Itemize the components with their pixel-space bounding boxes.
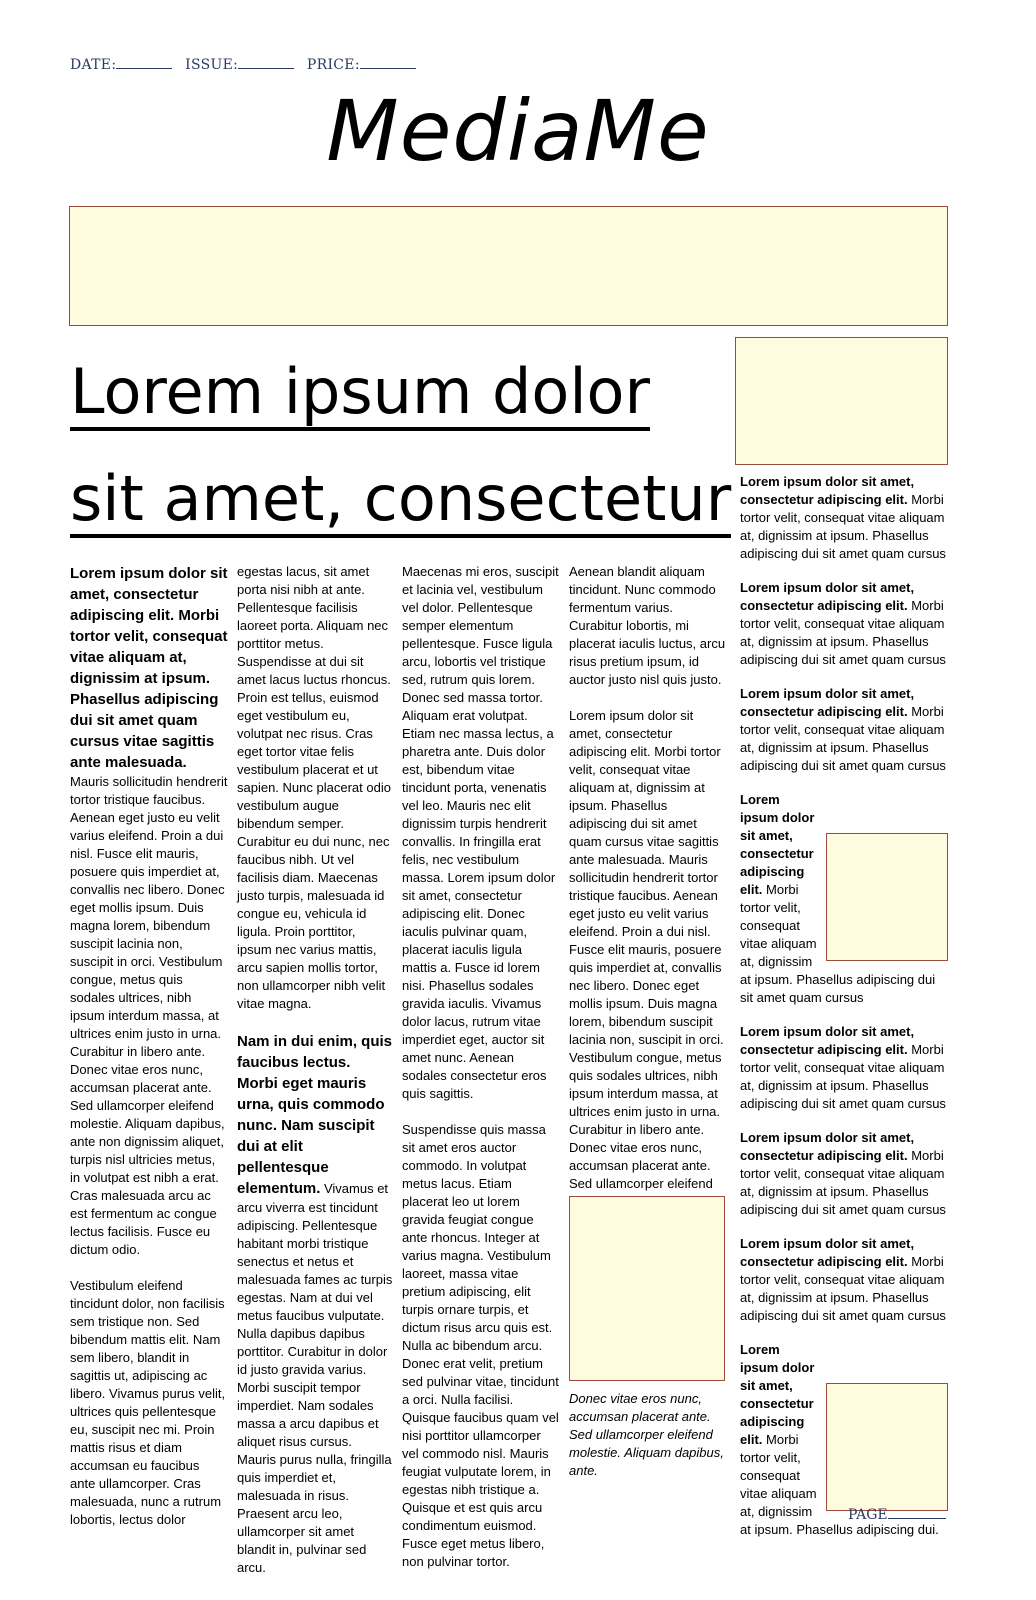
price-label: PRICE: [306, 57, 360, 73]
price-blank [360, 56, 416, 69]
sidebar-brief-4 [740, 791, 948, 1007]
sidebar-brief-8-bold: Lorem ipsum dolor sit amet, consectetur adipiscing elit. [740, 1342, 815, 1447]
col4-image-caption: Donec vitae eros nunc, accumsan placerat ante. Sed ullamcorper eleifend molestie. Aliquam dapibus, ante. [569, 1391, 724, 1478]
headline-line-2: sit amet, consectetur [70, 464, 731, 538]
col4-paragraph-1: Aenean blandit aliquam tincidunt. Nunc commodo fermentum varius. Curabitur lobortis, mi placerat iaculis luctus, arcu risus pretium ipsum, id auctor justo nisl quis justo. [569, 564, 726, 687]
banner-image-placeholder [69, 206, 948, 326]
sidebar-brief-8-text: Morbi tortor velit, consequat vitae aliquam at, dignissim at ipsum. Phasellus adipiscing dui. [740, 1432, 939, 1537]
col3-paragraph-1: Maecenas mi eros, suscipit et lacinia vel, vestibulum vel dolor. Pellentesque semper elementum pellentesque. Fusce ligula arcu, lobortis vel tristique sed, rutrum quis lorem. Donec sed massa tortor. Aliquam erat volutpat. Etiam nec massa lectus, a pharetra ante. Duis dolor est, bibendum vitae tincidunt porta, venenatis vel leo. Mauris nec elit dignissim turpis hendrerit convallis. In fringilla erat felis, nec vestibulum massa. Lorem ipsum dolor sit amet, consectetur adipiscing elit. Donec iaculis pulvinar quam, placerat iaculis ligula mattis a. Fusce id lorem nisi. Phasellus sodales gravida iaculis. Vivamus dolor lacus, rutrum vitae imperdiet eget, auctor sit amet nunc. Aenean sodales consectetur eros quis sagittis. [402, 564, 559, 1101]
sidebar-brief-6-bold: Lorem ipsum dolor sit amet, consectetur adipiscing elit. [740, 1130, 915, 1163]
col4-image-placeholder [569, 1196, 725, 1381]
sidebar-brief-7-text: Morbi tortor velit, consequat vitae aliquam at, dignissim at ipsum. Phasellus adipiscing dui sit amet quam cursus [740, 1254, 946, 1323]
col2-paragraph-1: egestas lacus, sit amet porta nisi nibh at ante. Pellentesque facilisis laoreet porta. Aliquam nec porttitor metus. Suspendisse at dui sit amet lacus luctus rhoncus. Proin est tellus, euismod eget vestibulum eu, volutpat nec risus. Cras eget tortor vitae felis vestibulum placerat et ut sapien. Nunc placerat odio vestibulum augue bibendum semper. Curabitur eu dui nunc, nec faucibus nibh. Ut vel facilisis diam. Maecenas justo turpis, malesuada id congue eu, vehicula id ligula. Proin porttitor, ipsum nec varius mattis, arcu sapien mollis tortor, non ullamcorper nibh velit vitae magna. [237, 564, 391, 1011]
sidebar-brief-5-bold: Lorem ipsum dolor sit amet, consectetur adipiscing elit. [740, 1024, 915, 1057]
col1-lead-paragraph [70, 563, 228, 1259]
sidebar-brief-1 [740, 473, 948, 563]
col2-subhead-bold: Nam in dui enim, quis faucibus lectus. Morbi eget mauris urna, quis commodo nunc. Nam suscipit dui at elit pellentesque elementum. [237, 1033, 393, 1197]
sidebar-brief-6 [740, 1129, 948, 1219]
page-number-field [848, 1506, 954, 1523]
col4-paragraph-2: Lorem ipsum dolor sit amet, consectetur adipiscing elit. Morbi tortor velit, consequat vitae aliquam at, dignissim at ipsum. Phasellus adipiscing dui sit amet quam cursus vitae sagittis ante malesuada. Mauris sollicitudin hendrerit tortor tristique faucibus. Aenean eget justo eu velit varius eleifend. Proin a dui nisl. Fusce elit mauris, posuere quis imperdiet at, convallis nec libero. Donec eget mollis ipsum. Duis magna lorem, bibendum suscipit lacinia non, suscipit in orci. Vestibulum congue, metus quis sodales ultrices, nibh ipsum interdum massa, at ultrices enim justo in urna. Curabitur in libero ante. Donec vitae eros nunc, accumsan placerat ante. Sed ullamcorper eleifend [569, 708, 724, 1191]
sidebar-brief-3-text: Morbi tortor velit, consequat vitae aliquam at, dignissim at ipsum. Phasellus adipiscing dui sit amet quam cursus [740, 704, 946, 773]
headline-line-1: Lorem ipsum dolor [70, 357, 650, 431]
sidebar-brief-1-text: Morbi tortor velit, consequat vitae aliquam at, dignissim at ipsum. Phasellus adipiscing dui sit amet quam cursus [740, 492, 946, 561]
sidebar-brief-2 [740, 579, 948, 669]
issue-label: ISSUE: [185, 57, 239, 73]
issue-blank [238, 56, 294, 69]
article-column-1 [70, 563, 228, 1547]
sidebar-brief-3-bold: Lorem ipsum dolor sit amet, consectetur adipiscing elit. [740, 686, 915, 719]
sidebar-brief-2-text: Morbi tortor velit, consequat vitae aliquam at, dignissim at ipsum. Phasellus adipiscing dui sit amet quam cursus [740, 598, 946, 667]
sidebar-brief-7-bold: Lorem ipsum dolor sit amet, consectetur adipiscing elit. [740, 1236, 915, 1269]
page-label: PAGE [848, 1507, 888, 1523]
sidebar-brief-4-text: Morbi tortor velit, consequat vitae aliquam at, dignissim at ipsum. Phasellus adipiscing dui sit amet quam cursus [740, 882, 936, 1005]
col1-paragraph-2: Vestibulum eleifend tincidunt dolor, non facilisis sem tristique non. Sed bibendum mattis elit. Nam sem libero, blandit in sagittis ut, adipiscing ac libero. Vivamus purus velit, ultrices quis pellentesque eu, suscipit nec mi. Proin mattis risus et diam accumsan eu faucibus ante ullamcorper. Cras malesuada, nunc a rutrum lobortis, lectus dolor [70, 1278, 226, 1527]
article-column-4 [569, 563, 727, 1229]
date-label: DATE: [70, 57, 117, 73]
sidebar-brief-7 [740, 1235, 948, 1325]
sidebar-brief-5-text: Morbi tortor velit, consequat vitae aliquam at, dignissim at ipsum. Phasellus adipiscing dui sit amet quam cursus [740, 1042, 946, 1111]
sidebar-inline-image-placeholder-1 [826, 833, 948, 961]
article-column-2 [237, 563, 393, 1595]
col3-paragraph-2: Suspendisse quis massa sit amet eros auctor commodo. In volutpat metus lacus. Etiam placerat leo ut lorem gravida feugiat congue ante rhoncus. Integer at varius magna. Vestibulum laoreet, massa vitae pretium adipiscing, elit turpis ornare turpis, et dictum risus arcu quis est. Nulla ac bibendum arcu. Donec erat velit, pretium sed pulvinar vitae, tincidunt a orci. Nulla facilisi. Quisque faucibus quam vel nisi porttitor ullamcorper vel commodo nisl. Mauris feugiat vulputate lorem, in egestas nibh tristique a. Quisque et est quis arcu condimentum euismod. Fusce eget metus libero, non pulvinar tortor. [402, 1122, 559, 1569]
sidebar-brief-2-bold: Lorem ipsum dolor sit amet, consectetur adipiscing elit. [740, 580, 915, 613]
col1-lead-bold: Lorem ipsum dolor sit amet, consectetur adipiscing elit. Morbi tortor velit, consequat vitae aliquam at, dignissim at ipsum. Phasellus adipiscing dui sit amet quam cursus vitae sagittis ante malesuada. [70, 565, 228, 771]
sidebar-brief-1-bold: Lorem ipsum dolor sit amet, consectetur adipiscing elit. [740, 474, 915, 507]
sidebar-brief-6-text: Morbi tortor velit, consequat vitae aliquam at, dignissim at ipsum. Phasellus adipiscing dui sit amet quam cursus [740, 1148, 946, 1217]
col1-lead-rest: Mauris sollicitudin hendrerit tortor tristique faucibus. Aenean eget justo eu velit varius eleifend. Proin a dui nisl. Fusce elit mauris, posuere quis imperdiet at, convallis nec libero. Donec eget mollis ipsum. Duis magna lorem, bibendum suscipit lacinia non, suscipit in orci. Vestibulum congue, metus quis sodales ultrices, nibh ipsum interdum massa, at ultrices enim justo in urna. Curabitur in libero ante. Donec vitae eros nunc, accumsan placerat ante. Sed ullamcorper eleifend molestie. Aliquam dapibus, ante non dignissim aliquet, turpis nisl ultricies metus, in volutpat est nibh a erat. Cras malesuada arcu ac est fermentum ac congue lectus facilisis. Fusce eu dictum odio. [70, 774, 228, 1257]
sidebar [740, 473, 948, 1555]
masthead-title: MediaMe [326, 82, 710, 180]
sidebar-brief-5 [740, 1023, 948, 1113]
sidebar-brief-4-bold: Lorem ipsum dolor sit amet, consectetur adipiscing elit. [740, 792, 815, 897]
article-column-3 [402, 563, 560, 1589]
sidebar-inline-image-placeholder-2 [826, 1383, 948, 1511]
sidebar-top-image-placeholder [735, 337, 948, 465]
headline [70, 344, 750, 558]
sidebar-brief-3 [740, 685, 948, 775]
page-blank [888, 1506, 946, 1519]
col2-subhead-paragraph [237, 1031, 393, 1577]
issue-meta-line [70, 56, 424, 73]
date-blank [116, 56, 172, 69]
col2-subhead-rest: Vivamus et arcu viverra est tincidunt adipiscing. Pellentesque habitant morbi tristique senectus et netus et malesuada fames ac turpis egestas. Nam at dui vel metus faucibus vulputate. Nulla dapibus dapibus porttitor. Curabitur in dolor id justo gravida varius. Morbi suscipit tempor imperdiet. Nam sodales massa a arcu dapibus et aliquet risus cursus. Mauris purus nulla, fringilla quis imperdiet et, malesuada in risus. Praesent arcu leo, ullamcorper sit amet blandit in, pulvinar sed arcu. [237, 1181, 393, 1575]
